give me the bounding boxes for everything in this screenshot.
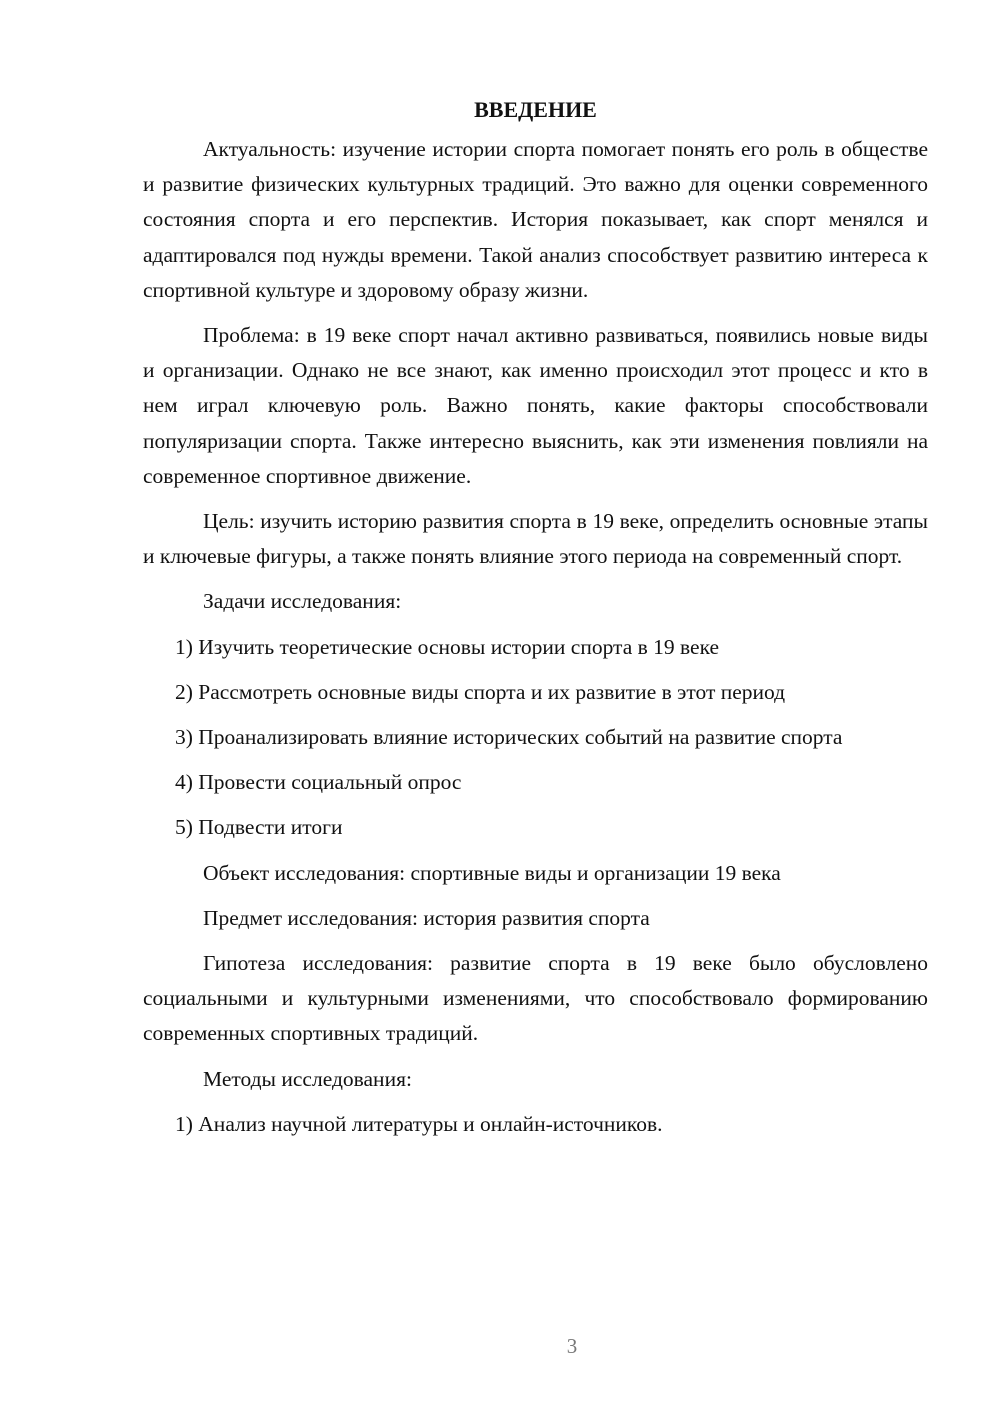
tasks-heading: Задачи исследования: xyxy=(203,589,402,614)
task-item-5: 5) Подвести итоги xyxy=(175,815,343,840)
subject-paragraph: Предмет исследования: история развития спорта xyxy=(203,905,650,930)
task-item-2: 2) Рассмотреть основные виды спорта и их развитие в этот период xyxy=(175,679,786,704)
methods-heading: Методы исследования: xyxy=(203,1066,412,1091)
relevance-paragraph: Актуальность: изучение истории спорта помогает понять его роль в обществе и развитие физических культурных традиций. Это важно для оценки современного состояния спорта и его перспектив. История показывает, как спорт менялся и адаптировался под нужды времени. Такой анализ способствует развитию интереса к спортивной культуре и здоровому образу жизни. xyxy=(143,137,928,302)
task-item-3: 3) Проанализировать влияние исторических событий на развитие спорта xyxy=(175,725,843,750)
problem-paragraph: Проблема: в 19 веке спорт начал активно развиваться, появились новые виды и организации. Однако не все знают, как именно происходил этот процесс и кто в нем играл ключевую роль. Важно понять, какие факторы способствовали популяризации спорта. Также интересно выяснить, как эти изменения повлияли на современное спортивное движение. xyxy=(143,323,928,488)
object-paragraph: Объект исследования: спортивные виды и организации 19 века xyxy=(203,860,781,885)
page-number: 3 xyxy=(566,1334,578,1358)
hypothesis-paragraph: Гипотеза исследования: развитие спорта в 19 веке было обусловлено социальными и культурными изменениями, что способствовало формированию современных спортивных традиций. xyxy=(143,951,928,1046)
page-title: ВВЕДЕНИЕ xyxy=(474,97,597,122)
method-item-1: 1) Анализ научной литературы и онлайн-источников. xyxy=(175,1111,663,1136)
task-item-4: 4) Провести социальный опрос xyxy=(175,770,462,795)
document-page xyxy=(143,92,928,1152)
task-item-1: 1) Изучить теоретические основы истории спорта в 19 веке xyxy=(175,634,720,659)
goal-paragraph: Цель: изучить историю развития спорта в 19 веке, определить основные этапы и ключевые фигуры, а также понять влияние этого периода на современный спорт. xyxy=(143,509,928,569)
